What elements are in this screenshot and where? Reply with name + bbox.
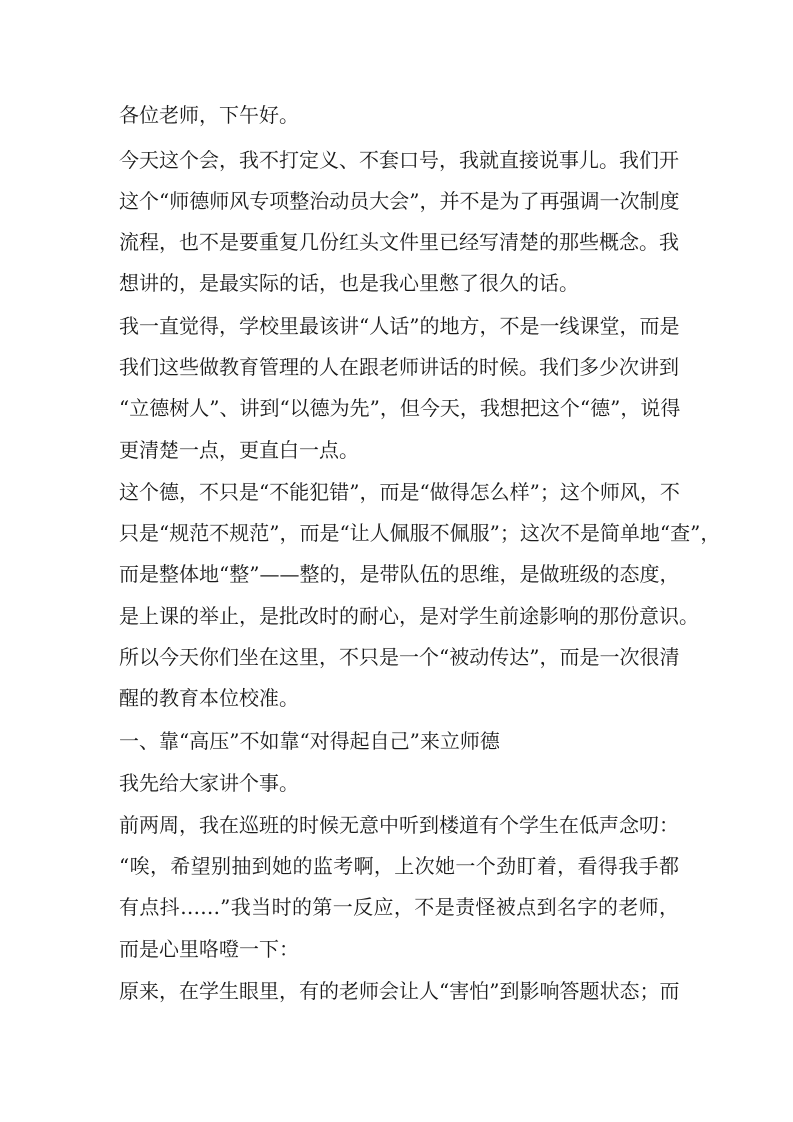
text-line: 我一直觉得，学校里最该讲“人话”的地方，不是一线课堂，而是 bbox=[119, 314, 680, 338]
text-line: 有点抖……”我当时的第一反应，不是责怪被点到名字的老师， bbox=[119, 895, 679, 919]
text-line: 而是整体地“整”——整的，是带队伍的思维，是做班级的态度， bbox=[119, 562, 680, 586]
text-line: 今天这个会，我不打定义、不套口号，我就直接说事儿。我们开 bbox=[119, 148, 679, 172]
text-line: 是上课的举止，是批改时的耐心，是对学生前途影响的那份意识。 bbox=[119, 604, 699, 628]
text-line: 想讲的，是最实际的话，也是我心里憋了很久的话。 bbox=[119, 271, 579, 295]
text-line: 这个德，不只是“不能犯错”，而是“做得怎么样”；这个师风，不 bbox=[119, 480, 680, 504]
text-line: 只是“规范不规范”，而是“让人佩服不佩服”；这次不是简单地“查”， bbox=[119, 521, 721, 545]
text-line: 而是心里咯噔一下： bbox=[119, 937, 299, 961]
text-line: 更清楚一点，更直白一点。 bbox=[119, 438, 359, 462]
text-line: 我们这些做教育管理的人在跟老师讲话的时候。我们多少次讲到 bbox=[119, 355, 679, 379]
text-line: 前两周，我在巡班的时候无意中听到楼道有个学生在低声念叨： bbox=[119, 813, 679, 837]
text-line: 所以今天你们坐在这里，不只是一个“被动传达”，而是一次很清 bbox=[119, 645, 680, 669]
text-line: 我先给大家讲个事。 bbox=[119, 771, 299, 795]
text-line: “立德树人”、讲到“以德为先”，但今天，我想把这个“德”，说得 bbox=[119, 396, 681, 420]
text-line: 醒的教育本位校准。 bbox=[119, 686, 299, 710]
text-line: 流程，也不是要重复几份红头文件里已经写清楚的那些概念。我 bbox=[119, 230, 679, 254]
text-line: 原来，在学生眼里，有的老师会让人“害怕”到影响答题状态；而 bbox=[119, 979, 680, 1003]
section-heading: 一、靠“高压”不如靠“对得起自己”来立师德 bbox=[119, 729, 500, 753]
text-line: 各位老师，下午好。 bbox=[119, 103, 299, 127]
text-line: “唉，希望别抽到她的监考啊，上次她一个劲盯着，看得我手都 bbox=[119, 854, 679, 878]
text-line: 这个“师德师风专项整治动员大会”，并不是为了再强调一次制度 bbox=[119, 189, 680, 213]
